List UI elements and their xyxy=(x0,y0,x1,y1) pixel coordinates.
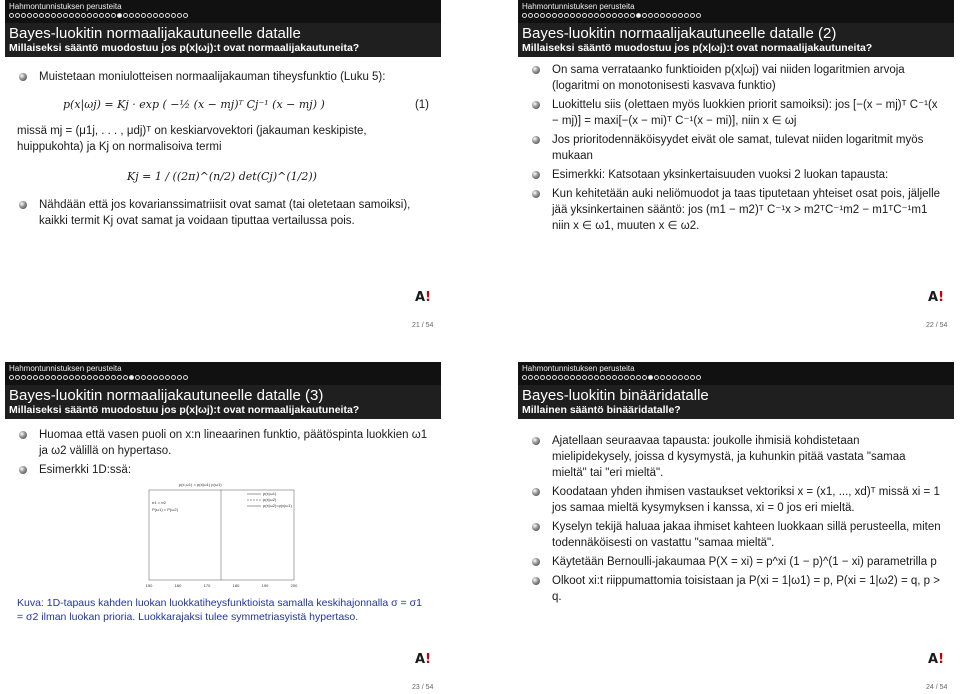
bullet-intro: Muistetaan moniulotteisen normaalijakauman tiheysfunktio (Luku 5): xyxy=(17,69,429,85)
progress-dots xyxy=(522,13,950,18)
page-number: 21 / 54 xyxy=(412,322,434,329)
slide-header-bar xyxy=(5,0,441,23)
legend-item-3: p(x|ω2)=p(x|ω1) xyxy=(263,503,292,508)
aalto-logo: A! xyxy=(928,652,944,667)
slide-title-bar xyxy=(518,385,954,419)
slide-title: Bayes-luokitin normaalijakautuneelle datalle (3) xyxy=(9,387,324,404)
slide-title-bar xyxy=(5,23,441,57)
course-title: Hahmontunnistuksen perusteita xyxy=(9,2,122,11)
slide-subtitle: Millaiseksi sääntö muodostuu jos p(x|ωj):t ovat normaalijakautuneita? xyxy=(9,42,360,54)
x-tick-190: 190 xyxy=(261,583,269,588)
slide-subtitle: Millainen sääntö binääridatalle? xyxy=(522,404,681,416)
bullet-5: Olkoot xi:t riippumattomia toisistaan ja P(xi = 1|ω1) = p, P(xi = 1|ω2) = q, p > q. xyxy=(530,573,942,605)
page-number: 22 / 54 xyxy=(926,322,948,329)
x-tick-180: 180 xyxy=(232,583,240,588)
progress-dots xyxy=(9,13,437,18)
bullet-2: Esimerkki 1D:ssä: xyxy=(17,462,429,478)
formula-row-1 xyxy=(63,97,429,113)
slide-23 xyxy=(5,362,441,668)
course-title: Hahmontunnistuksen perusteita xyxy=(9,364,122,373)
bullet-2: Koodataan yhden ihmisen vastaukset vektoriksi x = (x1, ..., xd)ᵀ missä xi = 1 jos samaa mieltä kysymyksen i kanssa, xi = 0 jos eri mieltä. xyxy=(530,484,942,516)
slide-21 xyxy=(5,0,441,306)
x-tick-160: 160 xyxy=(174,583,182,588)
bullet-1: Huomaa että vasen puoli on x:n lineaarinen funktio, päätöspinta luokkien ω1 ja ω2 välillä on hypertaso. xyxy=(17,427,429,459)
plot-note-sigma: σ1 = σ2 xyxy=(152,500,166,505)
progress-dots xyxy=(522,375,950,380)
formula-normalizer: Kj = 1 / ((2π)^(n/2) det(Cj)^(1/2)) xyxy=(127,170,317,183)
slide-title: Bayes-luokitin binääridatalle xyxy=(522,387,709,404)
slide-title-bar xyxy=(518,23,954,57)
bullet-closing: Nähdään että jos kovarianssimatriisit ovat samat (tai oletetaan samoiksi), kaikki termit Kj ovat samat ja voidaan tiputtaa vertailussa pois. xyxy=(17,197,429,229)
page-number: 23 / 54 xyxy=(412,684,434,691)
course-title: Hahmontunnistuksen perusteita xyxy=(522,364,635,373)
bullet-5: Kun kehitetään auki neliömuodot ja taas tiputetaan yhteiset osat pois, jäljelle jää yksinkertainen sääntö: jos (m1 − m2)ᵀ C⁻¹x > m2ᵀC⁻¹m2 − m1ᵀC⁻¹m1 niin x ∈ ω1, muuten x ∈ ω2. xyxy=(530,186,942,234)
bullet-4: Esimerkki: Katsotaan yksinkertaisuuden vuoksi 2 luokan tapausta: xyxy=(530,167,942,183)
bullet-4: Käytetään Bernoulli-jakaumaa P(X = xi) = p^xi (1 − p)^(1 − xi) parametrilla p xyxy=(530,554,942,570)
x-tick-170: 170 xyxy=(203,583,211,588)
plot-title: p(x,ω1) = p(x|ω1) p(ω1) xyxy=(179,482,222,487)
slide-subtitle: Millaiseksi sääntö muodostuu jos p(x|ωj):t ovat normaalijakautuneita? xyxy=(9,404,360,416)
aalto-logo: A! xyxy=(928,290,944,305)
aalto-logo: A! xyxy=(415,652,431,667)
slide-header-bar xyxy=(5,362,441,385)
slide-header-bar xyxy=(518,362,954,385)
formula-density: p(x|ωj) = Kj · exp ( −½ (x − mj)ᵀ Cj⁻¹ (x − mj) ) xyxy=(63,98,325,111)
bullet-3: Kyselyn tekijä haluaa jakaa ihmiset kahteen luokkaan sillä perusteella, miten todennäköisesti on vastattu "samaa mieltä". xyxy=(530,519,942,551)
slide-header-bar xyxy=(518,0,954,23)
density-plot xyxy=(139,480,299,592)
legend-item-1: p(x|ω1) xyxy=(263,491,277,496)
bullet-2: Luokittelu siis (olettaen myös luokkien priorit samoiksi): jos [−(x − mj)ᵀ C⁻¹(x − mj)] = maxi[−(x − mi)ᵀ C⁻¹(x − mi)], niin x ∈ ωj xyxy=(530,97,942,129)
aalto-logo: A! xyxy=(415,290,431,305)
x-tick-200: 200 xyxy=(290,583,298,588)
course-title: Hahmontunnistuksen perusteita xyxy=(522,2,635,11)
plot-note-prior: P(ω1) = P(ω2) xyxy=(152,507,178,512)
x-tick-150: 150 xyxy=(145,583,153,588)
bullet-3: Jos prioritodennäköisyydet eivät ole samat, tulevat niiden logaritmit myös mukaan xyxy=(530,132,942,164)
page-number: 24 / 54 xyxy=(926,684,948,691)
formula-number: (1) xyxy=(414,99,429,111)
bullet-1: Ajatellaan seuraavaa tapausta: joukolle ihmisiä kohdistetaan mielipidekysely, joissa d kysymystä, ja kuhunkin pitää vastata "samaa mieltä" tai "eri mieltä". xyxy=(530,433,942,481)
slide-title: Bayes-luokitin normaalijakautuneelle datalle xyxy=(9,25,301,42)
figure-caption: Kuva: 1D-tapaus kahden luokan luokkatiheysfunktioista samalla keskihajonnalla σ = σ1 = σ2 ilman luokan prioria. Luokkarajaksi tulee symmetriasyistä hypertaso. xyxy=(17,597,422,623)
slide-22 xyxy=(518,0,954,306)
legend-item-2: p(x|ω2) xyxy=(263,497,277,502)
slide-title: Bayes-luokitin normaalijakautuneelle datalle (2) xyxy=(522,25,837,42)
where-text: missä mj = (μ1j, . . . , μdj)ᵀ on keskiarvovektori (jakauman keskipiste, huippukohta) ja Kj on normalisoiva termi xyxy=(17,125,367,153)
slide-title-bar xyxy=(5,385,441,419)
progress-dots xyxy=(9,375,437,380)
slide-subtitle: Millaiseksi sääntö muodostuu jos p(x|ωj):t ovat normaalijakautuneita? xyxy=(522,42,873,54)
slide-24 xyxy=(518,362,954,668)
bullet-1: On sama verrataanko funktioiden p(x|ωj) vai niiden logaritmien arvoja (logaritmi on monotonisesti kasvava funktio) xyxy=(530,62,942,94)
